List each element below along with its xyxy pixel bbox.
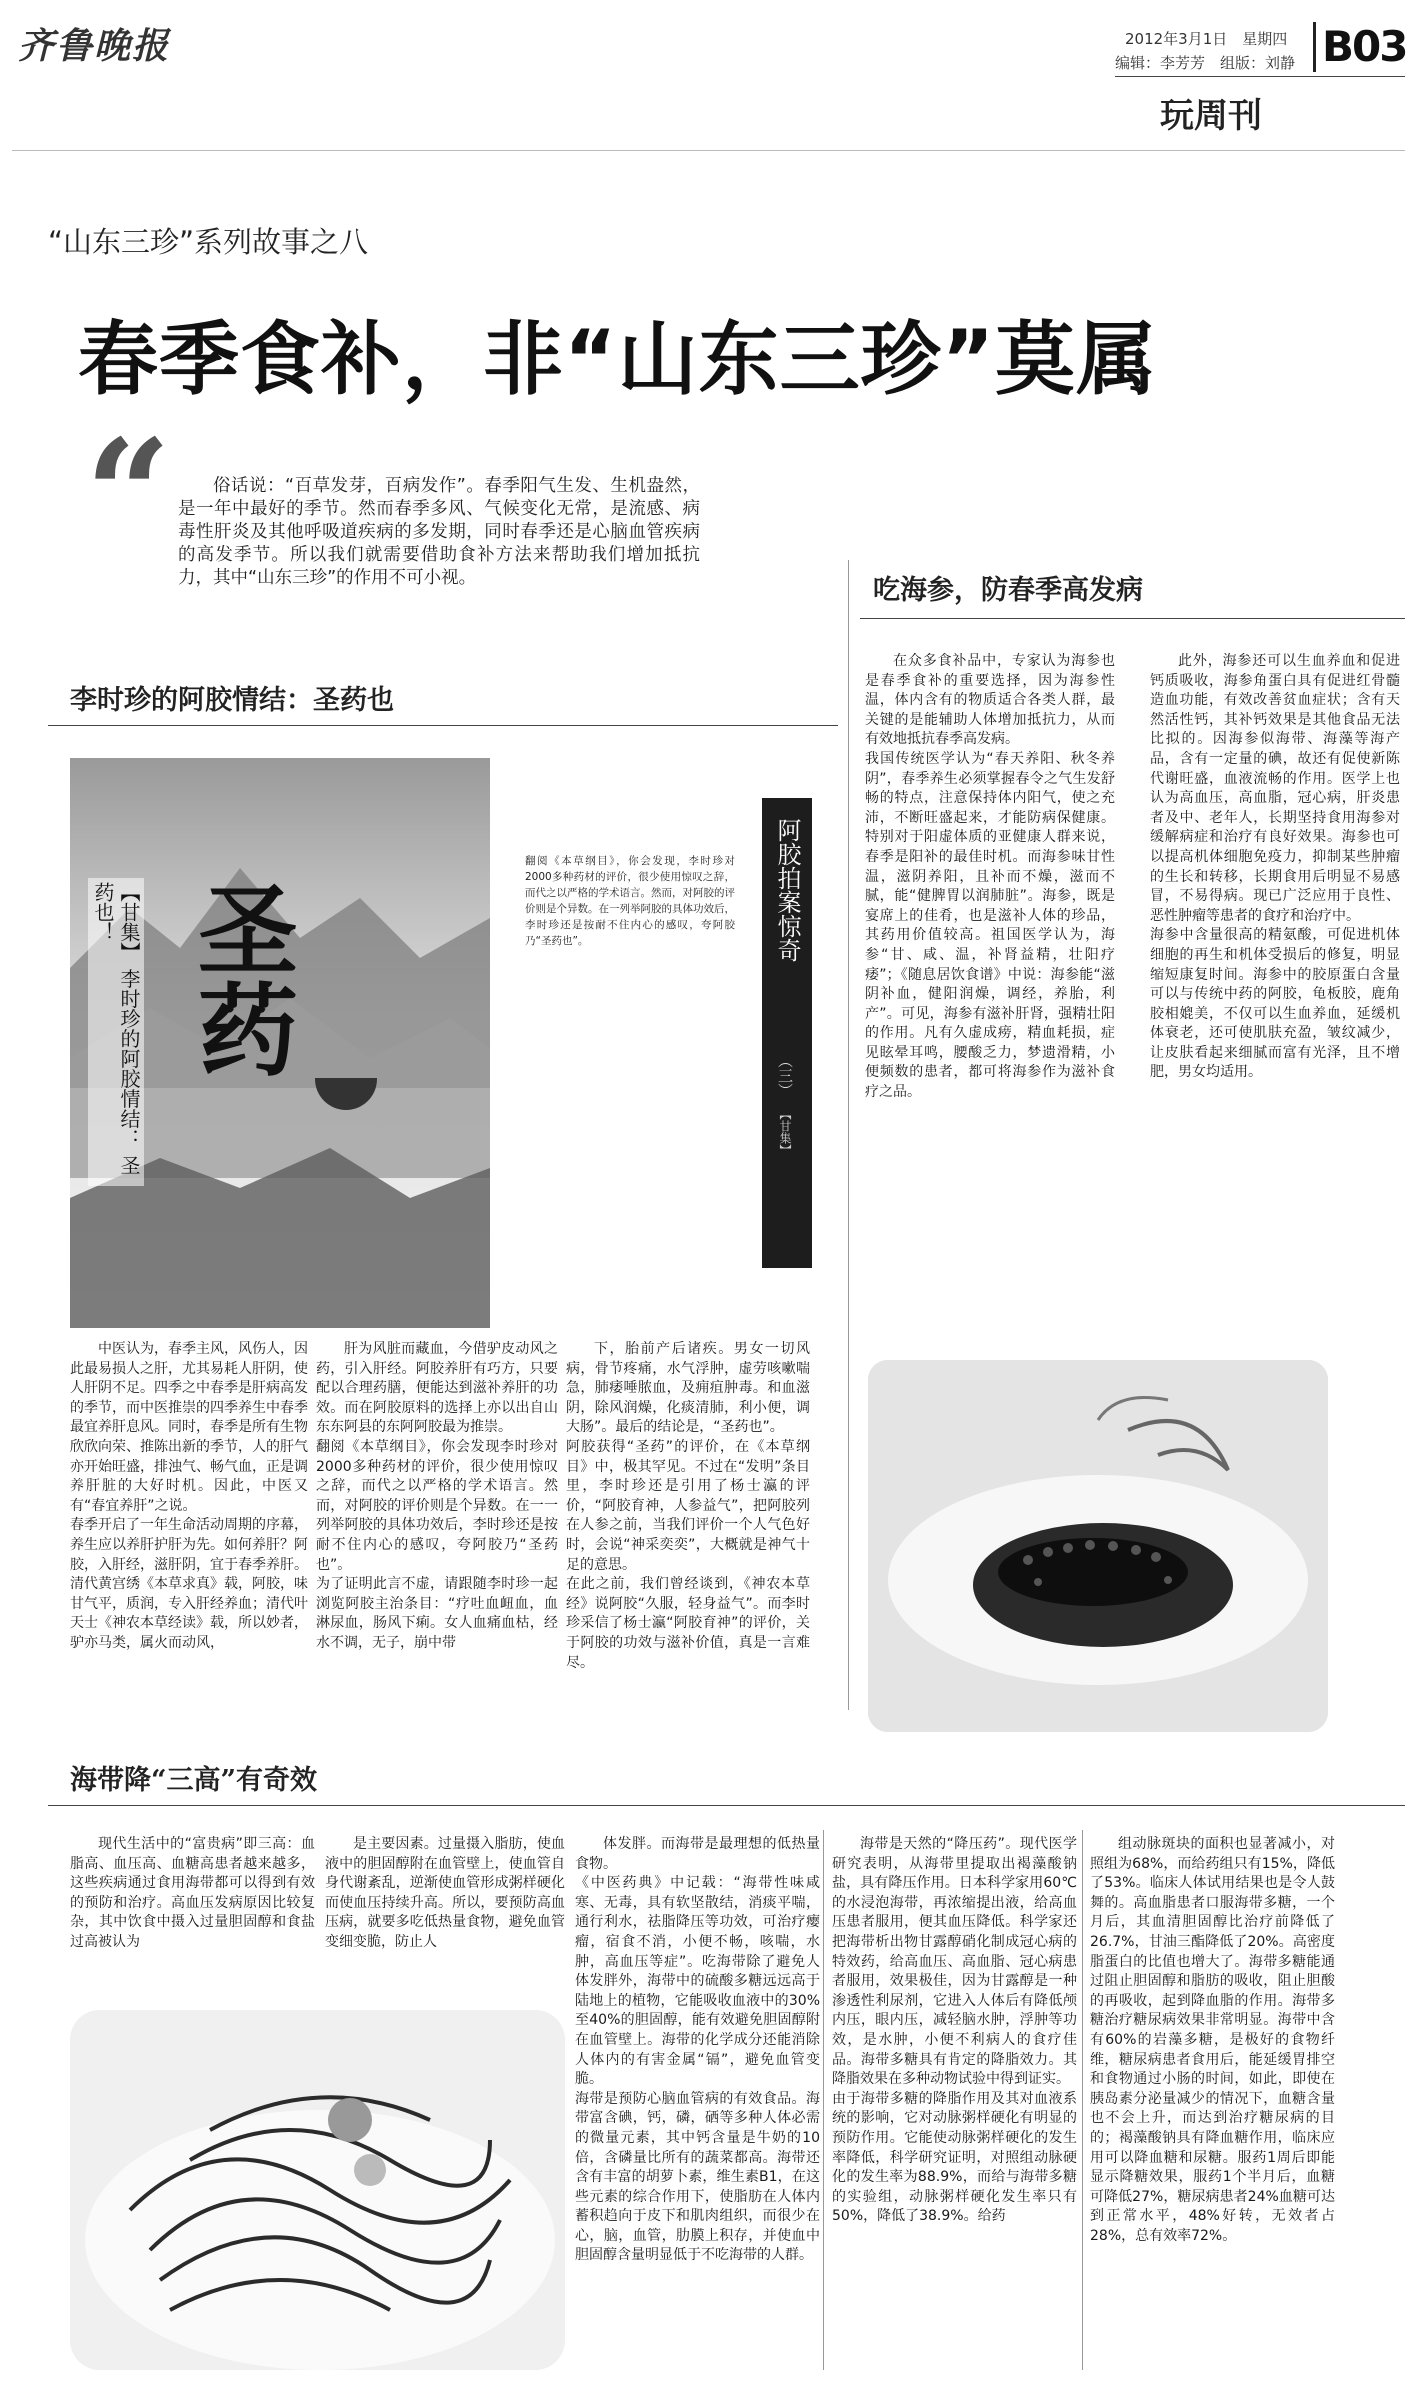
ejiao-col3-text: 下，胎前产后诸疾。男女一切风病，骨节疼痛，水气浮肿，虚劳咳嗽喘急，肺痿唾脓血，及痈疽肿毒。和血滋阴，除风润燥，化痰清肺，利小便，调大肠”。最后的结论是，“圣药也”。 阿胶获得“圣药”的评价，在《本草纲目》中，极其罕见。不过在“发明”条目里，李时珍还是引用了杨士瀛的评价，“阿胶育神，人参益气”，把阿胶列在人参之前，当我们评价一个人气色好时，会说“神采奕奕”，大概就是神气十足的意思。 在此之前，我们曾经谈到，《神农本草经》说阿胶“久服，轻身益气”。而李时珍采信了杨士瀛“阿胶育神”的评价，关于阿胶的功效与滋补价值，真是一言难尽。 [566, 1341, 810, 1671]
section-rule-kelp [48, 1805, 1405, 1806]
section-title-kelp: 海带降“三高”有奇效 [70, 1765, 318, 1796]
seacucumber-col2-text: 此外，海参还可以生血养血和促进钙质吸收，海参角蛋白具有促进红骨髓造血功能，有效改善贫血症状；含有天然活性钙，其补钙效果是其他食品无法比拟的。因海参似海带、海藻等海产品，含有一定量的碘，故还有促使新陈代谢旺盛，血液流畅的作用。医学上也认为高血压，高血脂，冠心病，肝炎患者及中、老年人，长期坚持食用海参对缓解病症和治疗有良好效果。海参也可以提高机体细胞免疫力，抑制某些肿瘤的生长和转移，长期食用后明显不易感冒，不易得病。现已广泛应用于良性、恶性肿瘤等患者的食疗和治疗中。 海参中含量很高的精氨酸，可促进机体细胞的再生和机体受损后的修复，明显缩短康复时间。海参中的胶原蛋白含量可以与传统中药的阿胶，龟板胶，鹿角胶相媲美，不仅可以生血养血，延缓机体衰老，还可使肌肤充盈，皱纹减少，让皮肤看起来细腻而富有光泽，且不增肥，男女均适用。 [1150, 653, 1400, 1081]
masthead-editor: 编辑：李芳芳 组版：刘静 [1115, 54, 1296, 72]
section-rule-seacucumber [860, 618, 1405, 619]
ejiao-text-box: 翻阅《本草纲目》，你会发现，李时珍对2000多种药材的评价，很少使用惊叹之辞，而代之以严格的学术语言。然而，对阿胶的评价则是个异数。在一列举阿胶的具体功效后，李时珍还是按耐不住内心的感叹，夸阿胶乃“圣药也”。 [525, 855, 735, 947]
page-number: B03 [1322, 22, 1407, 71]
column-divider-right [848, 560, 849, 1710]
kelp-col5-text: 组动脉斑块的面积也显著减小，对照组为68%，而给药组只有15%，降低了53%。临床人体试用结果也是令人鼓舞的。高血脂患者口服海带多糖，一个月后，其血清胆固醇比治疗前降低了26.7%，甘油三酯降低了20%。高密度脂蛋白的比值也增大了。海带多糖能通过阻止胆固醇和脂肪的吸收，阻止胆酸的再吸收，起到降血脂的作用。海带多糖治疗糖尿病效果非常明显。海带中含有60%的岩藻多糖，是极好的食物纤维，糖尿病患者食用后，能延缓胃排空和食物通过小肠的时间，如此，即使在胰岛素分泌量减少的情况下，血糖含量也不会上升，而达到治疗糖尿病的目的；褐藻酸钠具有降血糖作用，临床应用可以降血糖和尿糖。服药1周后即能显示降糖效果，服药1个半月后，血糖可降低27%，糖尿病患者24%血糖可达到正常水平，48%好转，无效者占28%，总有效率72%。 [1090, 1836, 1335, 2244]
ejiao-col1-text: 中医认为，春季主风，风伤人，因此最易损人之肝，尤其易耗人肝阴，使人肝阴不足。四季之中春季是肝病高发的季节，而中医推崇的四季养生中春季最宜养肝息风。同时，春季是所有生物欣欣向荣、推陈出新的季节，人的肝气亦开始旺盛，排浊气、畅气血，正是调养肝脏的大好时机。因此，中医又有“春宜养肝”之说。 春季开启了一年生命活动周期的序幕，养生应以养肝护肝为先。如何养肝？阿胶，入肝经，滋肝阴，宜于春季养肝。清代黄宫绣《本草求真》载，阿胶，味甘气平，质润，专入肝经养血；清代叶天士《神农本草经读》载，所以妙者，驴亦马类，属火而动风， [70, 1341, 308, 1651]
seacucumber-column-1 [865, 652, 1115, 1332]
top-frame-rule [12, 150, 1405, 151]
ejiao-calligraphy: 圣药 [181, 878, 299, 1078]
section-title-seacucumber: 吃海参，防春季高发病 [873, 575, 1143, 606]
main-headline: 春季食补，非“山东三珍”莫属 [78, 313, 1158, 406]
ejiao-col2-text: 肝为风脏而藏血，今借驴皮动风之药，引入肝经。阿胶养肝有巧方，只要配以合理药膳，便能达到滋补养肝的功效。而在阿胶原料的选择上亦以出自山东东阿县的东阿阿胶最为推崇。 翻阅《本草纲目》，你会发现李时珍对2000多种药材的评价，很少使用惊叹之辞，而代之以严格的学术语言。然而，对阿胶的评价则是个异数。在一一列举阿胶的具体功效后，李时珍还是按耐不住内心的感叹，夸阿胶乃“圣药也”。 为了证明此言不虚，请跟随李时珍一起浏览阿胶主治条目：“疗吐血衄血，血淋尿血，肠风下痢。女人血痛血枯，经水不调，无子，崩中带 [316, 1341, 558, 1651]
section-title-ejiao: 李时珍的阿胶情结：圣药也 [70, 685, 394, 716]
kelp-photo [70, 2010, 565, 2370]
kelp-col1-text: 现代生活中的“富贵病”即三高：血脂高、血压高、血糖高患者越来越多，这些疾病通过食用海带都可以得到有效的预防和治疗。高血压发病原因比较复杂，其中饮食中摄入过量胆固醇和食盐过高被认为 [70, 1836, 315, 1950]
kelp-col2-text: 是主要因素。过量摄入脂肪，使血液中的胆固醇附在血管壁上，使血管自身代谢紊乱，逆渐使血管形成粥样硬化而使血压持续升高。所以，要预防高血压病，就要多吃低热量食物，避免血管变细变脆，防止人 [325, 1836, 565, 1950]
kelp-column-2 [325, 1835, 565, 2005]
kelp-column-3 [575, 1835, 820, 2371]
kelp-col4-text: 海带是天然的“降压药”。现代医学研究表明，从海带里提取出褐藻酸钠盐，具有降压作用。日本科学家用60℃的水浸泡海带，再浓缩提出液，给高血压患者服用，便其血压降低。科学家还把海带析出物甘露醇硝化制成冠心病的特效药，给高血压、高血脂、冠心病患者服用，效果极佳，因为甘露醇是一种渗透性利尿剂，它进入人体后有降低颅内压，眼内压，减轻脑水肿，浮肿等功效，是水肿，小便不利病人的食疗佳品。海带多糖具有肯定的降脂效力。其降脂效果在多种动物试验中得到证实。 由于海带多糖的降脂作用及其对血液系统的影响，它对动脉粥样硬化有明显的预防作用。它能使动脉粥样硬化的发生率降低，科学研究证明，对照组动脉硬化的发生率为88.9%，而给与海带多糖的实验组，动脉粥样硬化发生率只有50%，降低了38.9%。给药 [832, 1836, 1077, 2225]
masthead-date: 2012年3月1日 星期四 [1125, 30, 1288, 48]
kelp-column-5 [1090, 1835, 1335, 2371]
seacucumber-dish-art [868, 1360, 1328, 1732]
kelp-dish-art [70, 2010, 565, 2370]
ejiao-left-caption: 【甘集】 李时珍的阿胶情结： 圣药也！ [88, 878, 144, 1186]
seacucumber-photo [868, 1360, 1328, 1732]
section-rule-ejiao [48, 725, 838, 726]
kelp-column-1 [70, 1835, 315, 2005]
kicker: “山东三珍”系列故事之八 [48, 225, 369, 259]
page-number-divider [1313, 22, 1316, 72]
ejiao-banner-title: 阿胶拍案惊奇 [773, 818, 801, 962]
masthead-rule [1115, 76, 1405, 77]
ejiao-column-3 [566, 1340, 810, 1870]
ejiao-column-2 [316, 1340, 558, 1870]
section-name: 玩周刊 [1160, 96, 1262, 136]
seacucumber-col1-text: 在众多食补品中，专家认为海参也是春季食补的重要选择，因为海参性温，体内含有的物质适合各类人群，最关键的是能辅助人体增加抵抗力，从而有效地抵抗春季高发病。 我国传统医学认为“春天养阳、秋冬养阴”，春季养生必须掌握春令之气生发舒畅的特点，注意保持体内阳气，使之充沛，不断旺盛起来，才能防病保健康。特别对于阳虚体质的亚健康人群来说，春季是阳补的最佳时机。而海参味甘性温，滋阴养阳，且补而不燥，滋而不腻，能“健脾胃以润肺脏”。海参，既是宴席上的佳肴，也是滋补人体的珍品，其药用价值较高。祖国医学认为，海参“甘、咸、温，补肾益精，壮阳疗痿”；《随息居饮食谱》中说：海参能“滋阴补血，健阳润燥，调经，养胎，利产”。可见，海参有滋补肝肾，强精壮阳的作用。凡有久虚成痨，精血耗损，症见眩晕耳鸣，腰酸乏力，梦遗滑精，小便频数的患者，都可将海参作为滋补食疗之品。 [865, 653, 1115, 1101]
kelp-divider-1 [823, 1830, 824, 2370]
lead-paragraph: 俗话说：“百草发芽，百病发作”。春季阳气生发、生机盎然，是一年中最好的季节。然而春季多风、气候变化无常，是流感、病毒性肝炎及其他呼吸道疾病的多发期，同时春季还是心脑血管疾病的高发季节。所以我们就需要借助食补方法来帮助我们增加抵抗力，其中“山东三珍”的作用不可小视。 [178, 476, 700, 588]
ejiao-banner-sub: （三） [776, 1053, 794, 1098]
kelp-divider-2 [1082, 1830, 1083, 2370]
ejiao-illustration [70, 758, 815, 1328]
quote-mark-icon: “ [85, 407, 172, 583]
ejiao-banner-note: 【甘集】 [778, 1108, 792, 1156]
kelp-col3-text: 体发胖。而海带是最理想的低热量食物。 《中医药典》中记载：“海带性味咸寒、无毒，具有软坚散结，消痰平喘，通行利水，祛脂降压等功效，可治疗瘿瘤，宿食不消，小便不畅，咳喘，水肿，高血压等症”。吃海带除了避免人体发胖外，海带中的硫酸多糖远远高于陆地上的植物，它能吸收血液中的30%至40%的胆固醇，能有效避免胆固醇附在血管壁上。海带的化学成分还能消除人体内的有害金属“镉”，避免血管变脆。 海带是预防心脑血管病的有效食品。海带富含碘，钙，磷，硒等多种人体必需的微量元素，其中钙含量是牛奶的10倍，含磷量比所有的蔬菜都高。海带还含有丰富的胡萝卜素，维生素B1，在这些元素的综合作用下，使脂肪在人体内蓄积趋向于皮下和肌肉组织，而很少在心，脑，血管，肋膜上积存，并使血中胆固醇含量明显低于不吃海带的人群。 [575, 1836, 820, 2264]
masthead-logo: 齐鲁晚报 [18, 25, 171, 67]
kelp-column-4 [832, 1835, 1077, 2371]
seacucumber-column-2 [1150, 652, 1400, 1332]
